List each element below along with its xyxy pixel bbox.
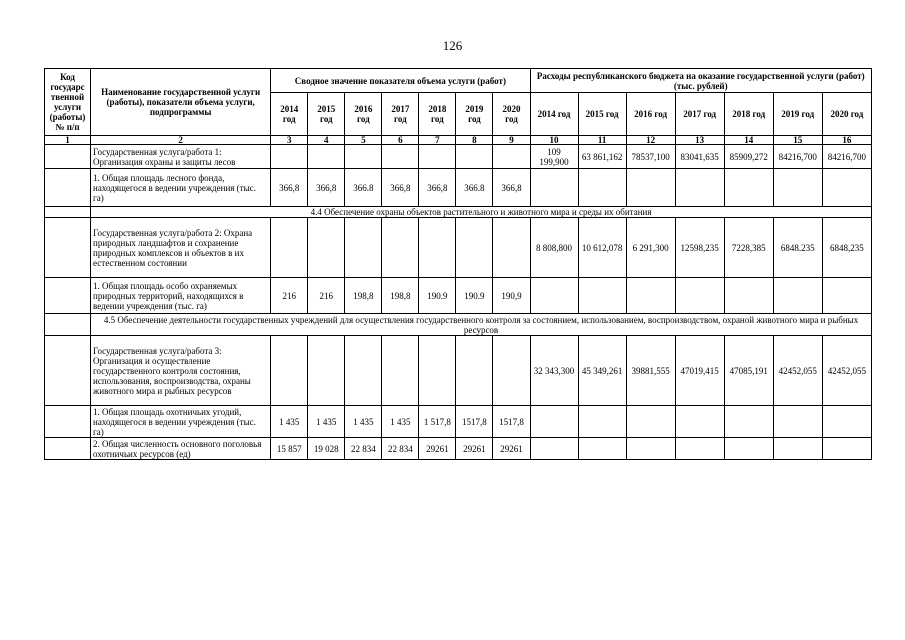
expense-value (675, 169, 724, 207)
indicator-value: 1 435 (308, 406, 345, 438)
indicator-value (419, 145, 456, 169)
indicator-value: 15 857 (271, 438, 308, 460)
page-number: 126 (442, 38, 463, 53)
column-number: 7 (419, 136, 456, 145)
table-row (45, 169, 872, 207)
row-name: 1. Общая площадь лесного фонда, находящегося в ведении учреждения (тыс. га) (91, 169, 271, 207)
section-title: 4.5 Обеспечение деятельности государственных учреждений для осуществления государственного контроля за состоянием, использованием, воспроизводством, охраной животного мира и рыбных ресурсов (91, 314, 872, 336)
indicator-value (382, 145, 419, 169)
expense-value (773, 406, 822, 438)
indicator-value (456, 145, 493, 169)
indicator-value: 198,8 (382, 278, 419, 314)
expense-value: 84216,700 (822, 145, 871, 169)
row-name: Государственная услуга/работа 1: Организация охраны и защиты лесов (91, 145, 271, 169)
expense-value: 6848,235 (822, 218, 871, 278)
indicator-value: 366,8 (271, 169, 308, 207)
indicator-value (271, 336, 308, 406)
expense-value (578, 438, 626, 460)
header-indicator-year: 2016 год (345, 93, 382, 136)
column-number: 6 (382, 136, 419, 145)
expense-value: 45 349,261 (578, 336, 626, 406)
indicator-value (456, 336, 493, 406)
expense-value: 83041,635 (675, 145, 724, 169)
expense-value: 6 291,300 (626, 218, 675, 278)
indicator-value (345, 336, 382, 406)
header-code: Код государс твенной услуги (работы) № п/п (45, 69, 91, 136)
expense-value (578, 278, 626, 314)
indicator-value: 366.8 (456, 169, 493, 207)
expense-value: 84216,700 (773, 145, 822, 169)
section-code-cell (45, 207, 91, 218)
expense-value (724, 278, 773, 314)
column-number: 1 (45, 136, 91, 145)
column-number: 12 (626, 136, 675, 145)
indicator-value (271, 218, 308, 278)
section-title: 4.4 Обеспечение охраны объектов растительного и животного мира и среды их обитания (91, 207, 872, 218)
section-row (45, 314, 872, 336)
indicator-value: 1517,8 (493, 406, 530, 438)
header-expense-year: 2018 год (724, 93, 773, 136)
code-cell (45, 145, 91, 169)
expense-value (773, 438, 822, 460)
code-cell (45, 336, 91, 406)
indicator-value (456, 218, 493, 278)
expense-value: 42452,055 (822, 336, 871, 406)
indicator-value: 190.9 (419, 278, 456, 314)
header-indicator-group: Сводное значение показателя объема услуги (работ) (271, 69, 530, 93)
expense-value: 6848.235 (773, 218, 822, 278)
row-name: 1. Общая площадь особо охраняемых природных территорий, находящихся в ведении учреждения (тыс. га) (91, 278, 271, 314)
column-number: 8 (456, 136, 493, 145)
header-indicator-year: 2014 год (271, 93, 308, 136)
table-row (45, 336, 872, 406)
expense-value: 12598,235 (675, 218, 724, 278)
indicator-value (419, 218, 456, 278)
header-name: Наименование государственной услуги (работы), показатели объема услуги, подпрограммы (91, 69, 271, 136)
expense-value: 39881,555 (626, 336, 675, 406)
expense-value (530, 406, 578, 438)
header-expense-year: 2017 год (675, 93, 724, 136)
expense-value: 32 343,300 (530, 336, 578, 406)
expense-value (530, 438, 578, 460)
expense-value: 47019,415 (675, 336, 724, 406)
expense-value (773, 278, 822, 314)
column-number: 15 (773, 136, 822, 145)
header-expense-year: 2014 год (530, 93, 578, 136)
expense-value (822, 169, 871, 207)
row-name: Государственная услуга/работа 2: Охрана природных ландшафтов и сохранение природных комплексов и объектов в их естественном состоянии (91, 218, 271, 278)
code-cell (45, 406, 91, 438)
indicator-value (308, 145, 345, 169)
expense-value (675, 406, 724, 438)
indicator-value: 29261 (493, 438, 530, 460)
header-expense-year: 2020 год (822, 93, 871, 136)
expense-value: 10 612,078 (578, 218, 626, 278)
header-indicator-year: 2020 год (493, 93, 530, 136)
expense-value: 8 808,800 (530, 218, 578, 278)
indicator-value (308, 218, 345, 278)
indicator-value (493, 336, 530, 406)
section-code-cell (45, 314, 91, 336)
indicator-value: 1 435 (382, 406, 419, 438)
header-indicator-year: 2018 год (419, 93, 456, 136)
row-name: 2. Общая численность основного поголовья охотничьих ресурсов (ед) (91, 438, 271, 460)
expense-value (675, 438, 724, 460)
column-number: 14 (724, 136, 773, 145)
header-expense-year: 2019 год (773, 93, 822, 136)
code-cell (45, 438, 91, 460)
table-row (45, 406, 872, 438)
expense-value: 7228,385 (724, 218, 773, 278)
column-number: 13 (675, 136, 724, 145)
indicator-value: 29261 (419, 438, 456, 460)
column-number: 5 (345, 136, 382, 145)
expense-value (578, 406, 626, 438)
indicator-value: 29261 (456, 438, 493, 460)
table-row (45, 438, 872, 460)
expense-value (675, 278, 724, 314)
code-cell (45, 278, 91, 314)
table-row (45, 145, 872, 169)
indicator-value: 1 435 (345, 406, 382, 438)
column-number: 3 (271, 136, 308, 145)
indicator-value: 1 517,8 (419, 406, 456, 438)
expense-value (822, 406, 871, 438)
expense-value (578, 169, 626, 207)
expense-value (530, 278, 578, 314)
expense-value: 109 199,900 (530, 145, 578, 169)
row-name: 1. Общая площадь охотничьих угодий, находящегося в ведении учреждения (тыс. га) (91, 406, 271, 438)
table-row (45, 218, 872, 278)
header-expense-year: 2016 год (626, 93, 675, 136)
indicator-value: 216 (308, 278, 345, 314)
expense-value: 47085,191 (724, 336, 773, 406)
expense-value (822, 438, 871, 460)
code-cell (45, 169, 91, 207)
indicator-value (271, 145, 308, 169)
section-row (45, 207, 872, 218)
indicator-value: 190.9 (456, 278, 493, 314)
header-indicator-year: 2017 год (382, 93, 419, 136)
expense-value (822, 278, 871, 314)
indicator-value: 366,8 (419, 169, 456, 207)
indicator-value: 366,8 (382, 169, 419, 207)
expense-value (626, 438, 675, 460)
indicator-value (419, 336, 456, 406)
expense-value (626, 169, 675, 207)
expense-value (626, 406, 675, 438)
expense-value: 85909,272 (724, 145, 773, 169)
column-number: 4 (308, 136, 345, 145)
expense-value (626, 278, 675, 314)
indicator-value (382, 218, 419, 278)
indicator-value: 366,8 (308, 169, 345, 207)
expense-value: 63 861,162 (578, 145, 626, 169)
indicator-value (493, 145, 530, 169)
budget-table (44, 68, 872, 460)
header-expense-group: Расходы республиканского бюджета на оказание государственной услуги (работ) (тыс. рублей) (530, 69, 872, 93)
header-expense-year: 2015 год (578, 93, 626, 136)
indicator-value (345, 218, 382, 278)
indicator-value: 22 834 (382, 438, 419, 460)
indicator-value: 1 435 (271, 406, 308, 438)
column-number: 10 (530, 136, 578, 145)
expense-value: 78537,100 (626, 145, 675, 169)
indicator-value: 19 028 (308, 438, 345, 460)
column-number: 11 (578, 136, 626, 145)
header-indicator-year: 2015 год (308, 93, 345, 136)
row-name: Государственная услуга/работа 3: Организация и осуществление государственного контроля состояния, использования, воспроизводства, охраны животного мира и рыбных ресурсов (91, 336, 271, 406)
column-number: 2 (91, 136, 271, 145)
indicator-value: 366,8 (493, 169, 530, 207)
indicator-value (308, 336, 345, 406)
indicator-value: 216 (271, 278, 308, 314)
expense-value: 42452,055 (773, 336, 822, 406)
column-number: 16 (822, 136, 871, 145)
indicator-value: 22 834 (345, 438, 382, 460)
expense-value (530, 169, 578, 207)
expense-value (773, 169, 822, 207)
column-number: 9 (493, 136, 530, 145)
expense-value (724, 438, 773, 460)
header-indicator-year: 2019 год (456, 93, 493, 136)
indicator-value: 1517,8 (456, 406, 493, 438)
table-row (45, 278, 872, 314)
code-cell (45, 218, 91, 278)
indicator-value (345, 145, 382, 169)
indicator-value: 366.8 (345, 169, 382, 207)
expense-value (724, 406, 773, 438)
indicator-value: 190,9 (493, 278, 530, 314)
expense-value (724, 169, 773, 207)
indicator-value (493, 218, 530, 278)
indicator-value: 198,8 (345, 278, 382, 314)
indicator-value (382, 336, 419, 406)
